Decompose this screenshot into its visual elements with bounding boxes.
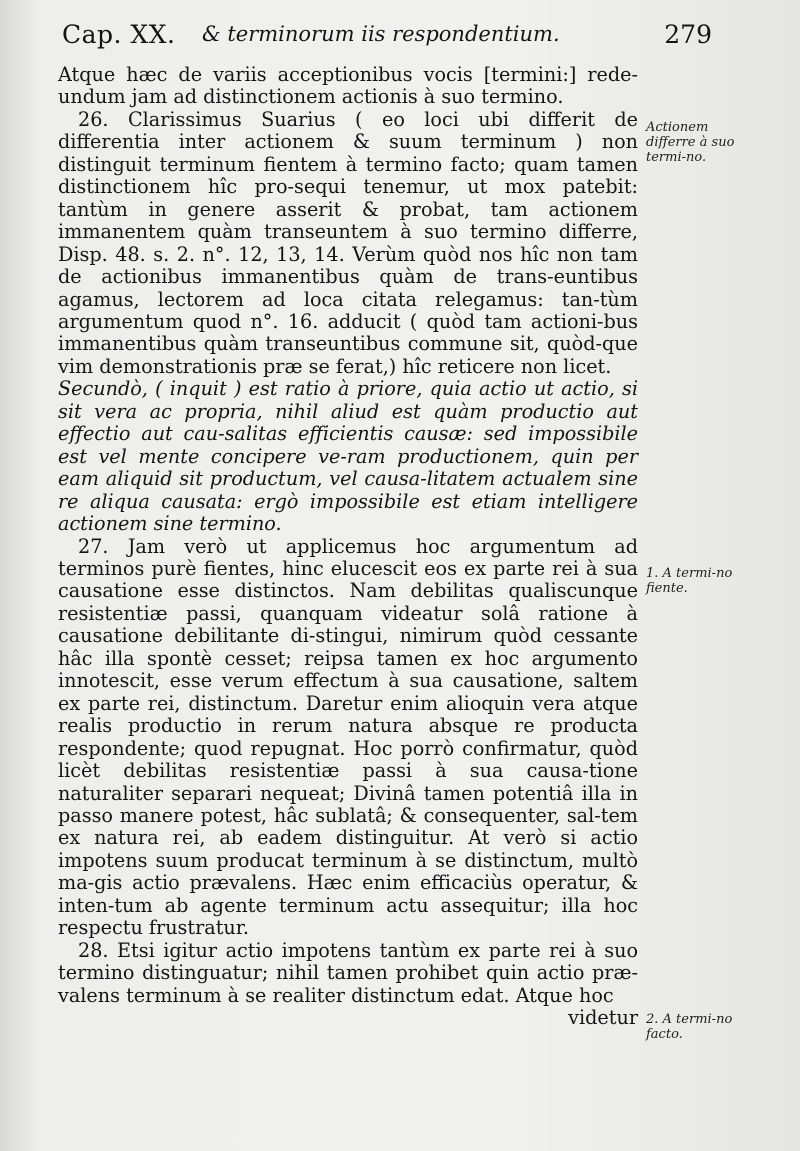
paragraph-26: 26. Clarissimus Suarius ( eo loci ubi differit de differentia inter actionem & suum terminum ) non distinguit terminum fientem à termino facto; quam tamen distinctionem hîc pro-sequi tenemur, ut mox patebit: tantùm in genere asserit & probat, tam actionem immanentem quàm transeuntem à suo termino differre, Disp. 48. s. 2. n°. 12, 13, 14. Verùm quòd nos hîc non tam de actionibus immanentibus quàm de trans-euntibus agamus, lectorem ad loca citata relegamus: tan-tùm argumentum quod n°. 16. adducit ( quòd tam actioni-bus immanentibus quàm transeuntibus commune sit, quòd-que vim demonstrationis præ se ferat,) hîc reticere non licet. <box>58 107 638 378</box>
body-text <box>58 64 638 1029</box>
running-title: & terminorum iis respondentium. <box>202 22 560 46</box>
paragraph-intro: Atque hæc de variis acceptionibus vocis [termini:] rede-undum jam ad distinctionem actionis à suo termino. <box>58 63 638 109</box>
quotation-suarez: Secundò, ( inquit ) est ratio à priore, quia actio ut actio, si sit vera ac propria, nihil aliud est quàm productio aut effectio aut cau-salitas efficientis causæ: sed impossibile est vel mente concipere ve-ram productionem, quin per eam aliquid sit productum, vel causa-litatem actualem sine re aliqua causata: ergò impossibile est etiam intelligere actionem sine termino. <box>58 377 638 536</box>
margin-note-termino-facto: 2. A termi-no facto. <box>646 1012 733 1042</box>
page-number: 279 <box>664 20 712 49</box>
paragraph-28: 28. Etsi igitur actio impotens tantùm ex parte rei à suo termino distinguatur; nihil tamen prohibet quin actio præ-valens terminum à se realiter distinctum edat. Atque hoc <box>58 938 638 1007</box>
catchword: videtur <box>568 1006 638 1030</box>
paragraph-27: 27. Jam verò ut applicemus hoc argumentum ad terminos purè fientes, hinc elucescit eos ex parte rei à sua causatione esse distinctos. Nam debilitas qualiscunque resistentiæ passi, quanquam videatur solâ ratione à causatione debilitante di-stingui, nimirum quòd cessante hâc illa spontè cesset; reipsa tamen ex hoc argumento innotescit, esse verum effectum à sua causatione, saltem ex parte rei, distinctum. Daretur enim alioquin vera atque realis productio in rerum natura absque re producta respondente; quod repugnat. Hoc porrò confirmatur, quòd licèt debilitas resistentiæ passi à sua causa-tione naturaliter separari nequeat; Divinâ tamen potentiâ illa in passo manere potest, hâc sublatâ; & consequenter, sal-tem ex natura rei, ab eadem distinguitur. At verò si actio impotens suum producat terminum à se distinctum, multò ma-gis actio prævalens. Hæc enim efficaciùs operatur, & inten-tum ab agente terminum actu assequitur; illa hoc respectu frustratur. <box>58 534 638 940</box>
running-header <box>62 18 712 54</box>
margin-note-actionem: Actionem differre à suo termi-no. <box>646 120 735 165</box>
chapter-label: Cap. XX. <box>62 20 176 49</box>
margin-note-termino-fiente: 1. A termi-no fiente. <box>646 566 733 596</box>
